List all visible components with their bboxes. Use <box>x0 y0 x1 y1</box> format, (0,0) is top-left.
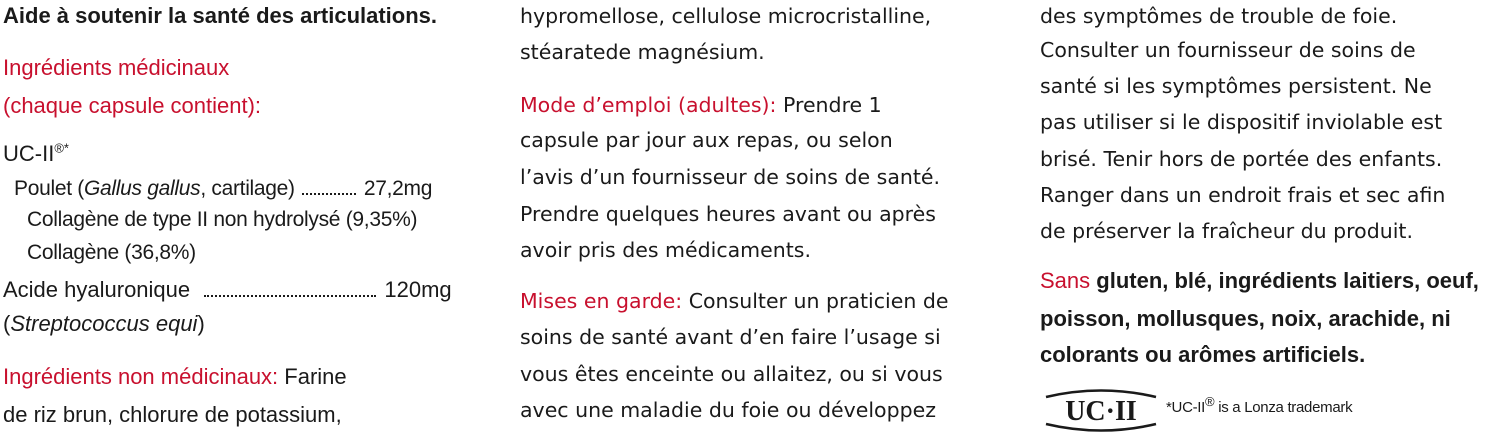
ucii-logo <box>1040 388 1162 432</box>
poulet-label-a: Poulet ( <box>14 177 84 200</box>
warnings-heading: Mises en garde: <box>520 289 683 313</box>
trademark-a: *UC-II <box>1166 399 1206 416</box>
paren-open: ( <box>3 311 11 336</box>
medicinal-heading-line-2: (chaque capsule contient): <box>3 93 262 118</box>
mode-heading: Mode d’emploi (adultes): <box>520 93 777 117</box>
poulet-species: Gallus gallus <box>83 177 201 200</box>
warn-line-1 <box>520 288 948 314</box>
nonmed-cont-line-2: stéaratede magnésium. <box>520 40 765 64</box>
ucii-trademark-mark: ®* <box>54 140 69 156</box>
warn-line-3: vous êtes enceinte ou allaitez, ou si vous <box>520 362 943 386</box>
strep-species: Streptococcus equi <box>10 311 198 336</box>
poulet-row <box>14 176 484 202</box>
dot-leader <box>204 283 376 297</box>
warn-line-4: avec une maladie du foie ou développez <box>520 398 936 422</box>
dot-leader <box>302 181 356 195</box>
poulet-label-c: , cartilage) <box>200 177 295 200</box>
mode-text-1: Prendre 1 <box>776 93 882 117</box>
warn-text-1: Consulter un praticien de <box>682 289 949 313</box>
free-from-text-1: gluten, blé, ingrédients laitiers, oeuf, <box>1090 268 1479 293</box>
free-from-line-3: colorants ou arômes artificiels. <box>1040 342 1366 367</box>
nonmed-cont-line-1: hypromellose, cellulose microcristalline, <box>520 4 932 28</box>
acid-name: Acide hyaluronique <box>3 277 191 302</box>
trademark-b: is a Lonza trademark <box>1214 399 1353 416</box>
trademark-note <box>1166 394 1353 416</box>
trademark-mark: ® <box>1205 394 1215 409</box>
warn-cont-line-1: des symptômes de trouble de foie. <box>1040 4 1398 28</box>
storage-line-1: Ranger dans un endroit frais et sec afin <box>1040 183 1446 207</box>
nonmed-line-1 <box>3 364 347 390</box>
collagen-row: Collagène (36,8%) <box>27 241 196 264</box>
acid-amount: 120mg <box>384 277 452 302</box>
strep-row <box>3 311 205 337</box>
warn-cont-line-5: brisé. Tenir hors de portée des enfants. <box>1040 147 1443 171</box>
medicinal-heading-line-1: Ingrédients médicinaux <box>3 55 230 80</box>
mode-line-4: Prendre quelques heures avant ou après <box>520 202 936 226</box>
storage-line-2: de préserver la fraîcheur du produit. <box>1040 219 1413 243</box>
warn-line-2: soins de santé avant d’en faire l’usage si <box>520 325 941 349</box>
ucii-logo-text: UC·II <box>1065 396 1137 427</box>
mode-line-3: l’avis d’un fournisseur de soins de santé. <box>520 165 941 189</box>
ucii-name: UC-II <box>3 141 55 166</box>
sans-word: Sans <box>1040 268 1091 293</box>
paren-close: ) <box>197 311 205 336</box>
mode-line-2: capsule par jour aux repas, ou selon <box>520 128 893 152</box>
mode-line-5: avoir pris des médicaments. <box>520 238 811 262</box>
free-from-line-1 <box>1040 268 1479 294</box>
collagen-type2-row: Collagène de type II non hydrolysé (9,35%) <box>27 208 418 231</box>
warn-cont-line-3: santé si les symptômes persistent. Ne <box>1040 74 1432 98</box>
nonmed-text-1: Farine <box>278 364 347 389</box>
warn-cont-line-2: Consulter un fournisseur de soins de <box>1040 38 1416 62</box>
free-from-line-2: poisson, mollusques, noix, arachide, ni <box>1040 306 1451 331</box>
warn-cont-line-4: pas utiliser si le dispositif inviolable est <box>1040 110 1443 134</box>
nonmed-line-2: de riz brun, chlorure de potassium, <box>3 402 342 427</box>
acid-row <box>3 277 483 303</box>
nonmed-heading: Ingrédients non médicinaux: <box>3 364 279 389</box>
intro-text: Aide à soutenir la santé des articulations. <box>3 3 438 28</box>
mode-line-1 <box>520 92 882 118</box>
ucii-ingredient <box>3 141 69 167</box>
poulet-amount: 27,2mg <box>363 177 433 200</box>
